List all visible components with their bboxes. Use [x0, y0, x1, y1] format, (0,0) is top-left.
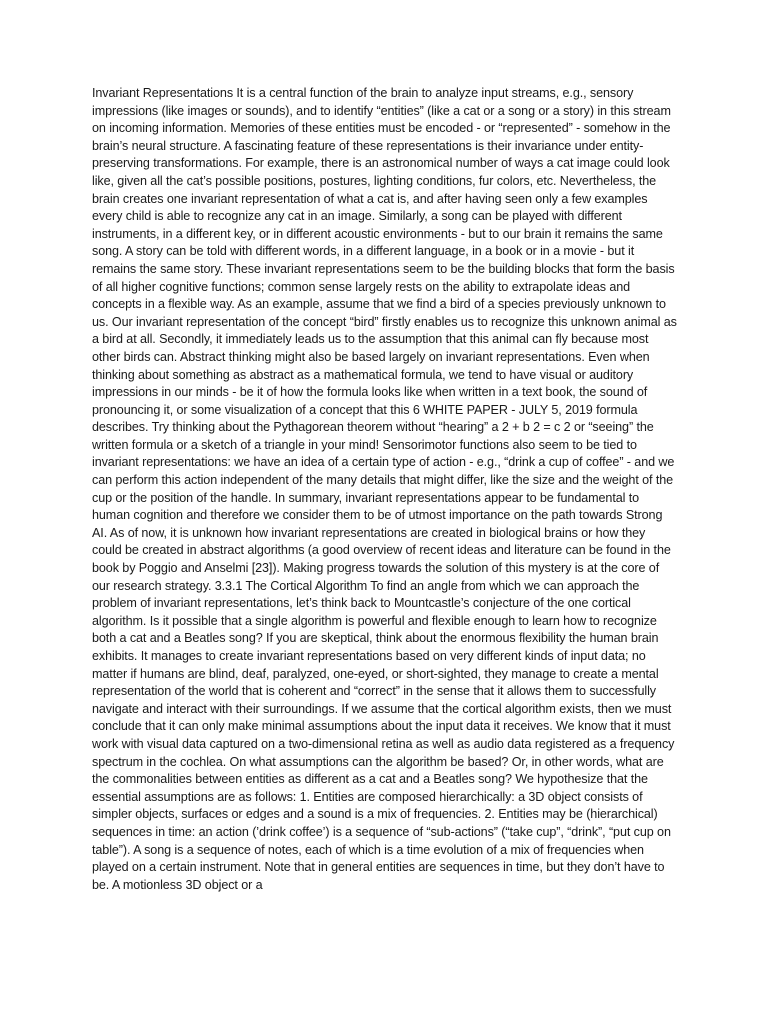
document-page: [92, 85, 678, 894]
body-paragraph: Invariant Representations It is a central function of the brain to analyze input streams, e.g., sensory impressions (like images or sounds), and to identify “entities” (like a cat or a song or a story) in this stream on incoming information. Memories of these entities must be encoded - or “represented” - somehow in the brain’s neural structure. A fascinating feature of these representations is their invariance under entity-preserving transformations. For example, there is an astronomical number of ways a cat image could look like, given all the cat’s possible positions, postures, lighting conditions, fur colors, etc. Nevertheless, the brain creates one invariant representation of what a cat is, and after having seen only a few examples every child is able to recognize any cat in an image. Similarly, a song can be played with different instruments, in a different key, or in different acoustic environments - but to our brain it remains the same song. A story can be told with different words, in a different language, in a book or in a movie - but it remains the same story. These invariant representations seem to be the building blocks that form the basis of all higher cognitive functions; common sense largely rests on the ability to extrapolate ideas and concepts in a flexible way. As an example, assume that we find a bird of a species previously unknown to us. Our invariant representation of the concept “bird” firstly enables us to recognize this unknown animal as a bird at all. Secondly, it immediately leads us to the assumption that this animal can fly because most other birds can. Abstract thinking might also be based largely on invariant representations. Even when thinking about something as abstract as a mathematical formula, we tend to have visual or auditory impressions in our minds - be it of how the formula looks like when written in a text book, the sound of pronouncing it, or some visualization of a concept that this 6 WHITE PAPER - JULY 5, 2019 formula describes. Try thinking about the Pythagorean theorem without “hearing” a 2 + b 2 = c 2 or “seeing” the written formula or a sketch of a triangle in your mind! Sensorimotor functions also seem to be tied to invariant representations: we have an idea of a certain type of action - e.g., “drink a cup of coffee” - and we can perform this action independent of the many details that might differ, like the size and the weight of the cup or the position of the handle. In summary, invariant representations appear to be fundamental to human cognition and therefore we consider them to be of utmost importance on the path towards Strong AI. As of now, it is unknown how invariant representations are created in biological brains or how they could be created in abstract algorithms (a good overview of recent ideas and literature can be found in the book by Poggio and Anselmi [23]). Making progress towards the solution of this mystery is at the core of our research strategy. 3.3.1 The Cortical Algorithm To find an angle from which we can approach the problem of invariant representations, let’s think back to Mountcastle’s conjecture of the one cortical algorithm. Is it possible that a single algorithm is powerful and flexible enough to learn how to recognize both a cat and a Beatles song? If you are skeptical, think about the enormous flexibility the human brain exhibits. It manages to create invariant representations based on very different kinds of input data; no matter if humans are blind, deaf, paralyzed, one-eyed, or short-sighted, they manage to create a mental representation of the world that is coherent and “correct” in the sense that it allows them to successfully navigate and interact with their surroundings. If we assume that the cortical algorithm exists, then we must conclude that it can only make minimal assumptions about the input data it receives. We know that it must work with visual data captured on a two-dimensional retina as well as audio data registered as a frequency spectrum in the cochlea. On what assumptions can the algorithm be based? Or, in other words, what are the commonalities between entities as different as a cat and a Beatles song? We hypothesize that the essential assumptions are as follows: 1. Entities are composed hierarchically: a 3D object consists of simpler objects, surfaces or edges and a sound is a mix of frequencies. 2. Entities may be (hierarchical) sequences in time: an action (’drink coffee’) is a sequence of “sub-actions” (“take cup”, “drink”, “put cup on table”). A song is a sequence of notes, each of which is a time evolution of a mix of frequencies when played on a certain instrument. Note that in general entities are sequences in time, but they don’t have to be. A motionless 3D object or a: [92, 86, 677, 892]
